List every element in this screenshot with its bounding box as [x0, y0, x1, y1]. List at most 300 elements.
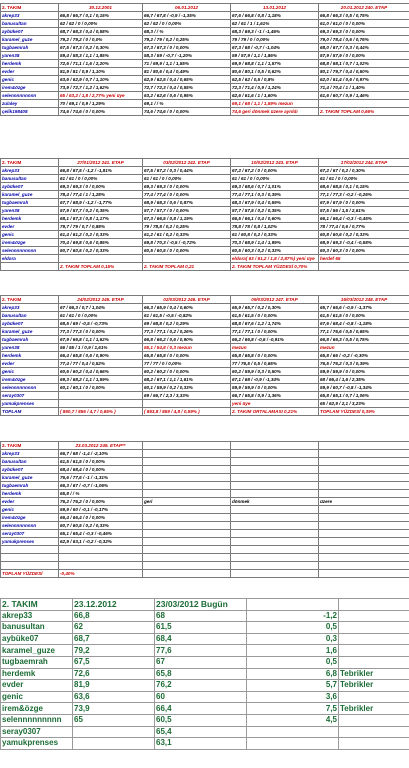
stage-value: 67,3 / 66,5 / 0,8 / 1,19%	[143, 215, 231, 223]
empty-cell	[231, 506, 319, 514]
weight-diff: 3,6	[247, 691, 339, 703]
stage-value: 77 / 76,5 / 0,5 / 0,65%	[231, 360, 319, 368]
table-row	[1, 320, 409, 328]
empty-cell	[143, 546, 231, 554]
empty-cell	[231, 570, 319, 578]
stage-value: 69,3 / 68,6 / 0,7 / 1,01%	[231, 183, 319, 191]
stage-value: 59,9 / 60,7 / -0,8 / -1,34%	[319, 384, 409, 392]
stage-value: 68,9 / 69,3 / -0,4 / -0,58%	[319, 239, 409, 247]
weight-diff: 6,8	[247, 668, 339, 680]
table-row	[1, 255, 409, 263]
empty-cell	[143, 530, 231, 538]
member-name: seray0307	[1, 392, 59, 400]
current-weight: 67	[155, 656, 247, 668]
stage-value: 67,5 / 67,2 / 0,3 / 0,44%	[143, 167, 231, 175]
empty-cell	[231, 474, 319, 482]
member-name: yamukprenses	[1, 400, 59, 408]
stage-value: 67,5 / 67,3 / 0,2 / 0,30%	[59, 44, 143, 52]
start-weight: 67,5	[73, 656, 155, 668]
header-row	[1, 599, 409, 611]
stage-value: 77,1 / 76,6 / 0,5 / 0,65%	[319, 328, 409, 336]
stage-value: 81,9 / 81 / 0,9 / 1,10%	[59, 68, 143, 76]
congrats-note	[339, 656, 409, 668]
table-row	[1, 538, 409, 546]
member-name: genic	[1, 691, 73, 703]
weight-diff: 1,6	[247, 645, 339, 657]
current-weight: 65,8	[155, 668, 247, 680]
empty-cell	[319, 482, 409, 490]
table-row	[1, 474, 409, 482]
stage-value: 63,6 / 62,9 / 0,7 / 1,10%	[59, 76, 143, 84]
header-row	[1, 4, 409, 12]
stage-value: herdef 65	[319, 255, 409, 263]
weight-diff: 7,5	[247, 703, 339, 715]
current-weight: 68,4	[155, 633, 247, 645]
member-name: akrep33	[1, 610, 73, 622]
stage-value: 61 / 61 / 0 / 0,00%	[319, 175, 409, 183]
stage-value: 66,8 / 66,7 / 0,1 / 0,15%	[59, 12, 143, 20]
empty-cell	[231, 538, 319, 546]
table-row	[1, 633, 409, 645]
member-name: evder	[1, 498, 59, 506]
congrats-note	[339, 726, 409, 738]
stage-value: 69,8 / 70,3 / -0,5 / -0,72%	[143, 239, 231, 247]
stage-value: 66,8 / 66,3 / 0,5 / 0,75%	[319, 336, 409, 344]
table-row	[1, 376, 409, 384]
total-cell: ( 863,8 / 859 / 4,8 / 0,59% )	[143, 408, 231, 416]
stage-value: 62 / 62 / 0 / 0,00%	[59, 20, 143, 28]
table-row	[1, 191, 409, 199]
header-cell: 17/02/2012 244. ETAP	[319, 159, 409, 167]
stage-value: 61,0 / 61,0 / 0 / 0,00%	[319, 20, 409, 28]
header-cell: 03/02/2012 242. ETAP	[143, 159, 231, 167]
empty-cell: dönmek	[231, 498, 319, 506]
stage-value: 66,1 / 66,4 / -0,3 / -0,45%	[319, 215, 409, 223]
table-row	[1, 328, 409, 336]
member-name: akrep33	[1, 304, 59, 312]
empty-cell	[143, 466, 231, 474]
header-row	[1, 442, 409, 450]
header-cell: 2. TAKIM	[1, 442, 59, 450]
member-name: tugbaemrah	[1, 482, 59, 490]
stage-value: 77 / 77 / 0 / 0,00%	[143, 360, 231, 368]
stage-value: 66,7 / 68 / -1,4 / -2,10%	[59, 450, 143, 458]
current-weight: 77,6	[155, 645, 247, 657]
stage-value: 66,8 / 67,5 / -1,2 / -1,81%	[59, 167, 143, 175]
empty-cell	[319, 490, 409, 498]
total-label: TOPLAM YÜZDESİ	[1, 570, 59, 578]
stage-value	[59, 392, 143, 400]
table-row	[1, 304, 409, 312]
stage-value: 65,8 / 65,8 / 0 / 0,00%	[231, 352, 319, 360]
empty-cell: geri	[143, 498, 231, 506]
header-cell: 10/02/2012 243. ETAP	[231, 159, 319, 167]
stage-value: 80,6 / 80,1 / 0,5 / 0,62%	[231, 68, 319, 76]
stage-value: 73,9 / 72,7 / 1,2 / 1,62%	[59, 84, 143, 92]
total-cell: TOPLAM YÜZDESİ 0,39%	[319, 408, 409, 416]
stage-value: 66,4 / 65,8 / 0,6 / 0,90%	[59, 352, 143, 360]
table-row	[1, 239, 409, 247]
empty-cell	[319, 514, 409, 522]
stage-value: 61,6 / 60,7 / 0,9 / 1,46%	[319, 92, 409, 100]
stage-value: 67 / 66,3 / 0,7 / 1,04%	[59, 304, 143, 312]
stage-value: 57,7 / 57,5 / 0,2 / 0,35%	[231, 207, 319, 215]
table-row	[1, 20, 409, 28]
stage-value: 69 / 66,7 / 2,3 / 3,33%	[143, 392, 231, 400]
member-name: akrep33	[1, 167, 59, 175]
member-name: irem&özge	[1, 84, 59, 92]
empty-cell	[231, 530, 319, 538]
total-cell: TOPLAM	[1, 408, 59, 416]
table-row	[1, 738, 409, 750]
stage-value: 60,5 / 60,3 / 0,2 / 0,33%	[231, 247, 319, 255]
stage-value: 66,7 / 65,8 / 0,9 / 1,36%	[231, 392, 319, 400]
congrats-note	[339, 645, 409, 657]
stage-value: 78,4 / 77,4 / 1 / 1,28%	[59, 191, 143, 199]
stage-value	[319, 100, 409, 108]
stage-value: 60,7 / 60,5 / 0,2 / 0,33%	[59, 247, 143, 255]
stage-value: 72,7 / 72,3 / 0,4 / 0,55%	[143, 84, 231, 92]
member-name: genic	[1, 506, 59, 514]
member-name: karamel_guze	[1, 36, 59, 44]
section-4	[0, 441, 409, 578]
member-name: akrep33	[1, 450, 59, 458]
table-row	[1, 84, 409, 92]
member-name: aybüke07	[1, 320, 59, 328]
stage-table-1	[0, 3, 409, 116]
stage-value: 59,9 / 60 / -0,1 / -0,17%	[59, 506, 143, 514]
start-weight: 62	[73, 622, 155, 634]
stage-value: 68,0 / 67,7 / 0,3 / 0,44%	[319, 44, 409, 52]
total-cell	[319, 263, 409, 271]
current-weight: 76,2	[155, 680, 247, 692]
empty-cell: üzere	[319, 498, 409, 506]
stage-value: 60,6 / 60,2 / 0,4 / 0,66%	[59, 368, 143, 376]
stage-value: 67,7 / 68,9 / -1,2 / -1,77%	[59, 199, 143, 207]
stage-value: 65,1 / 65,4 / -0,3 / -0,46%	[59, 530, 143, 538]
stage-value: 59,4 / 58,3 / 1,1 / 1,85%	[59, 52, 143, 60]
empty-cell	[319, 554, 409, 562]
start-weight	[73, 738, 155, 750]
stage-value: 65 / 62,9 / 2,1 / 3,23%	[319, 400, 409, 408]
stage-value: 61 / 61 / 0 / 0,00%	[231, 175, 319, 183]
stage-value: 69,3 / 68,2 / 1,1 / 1,59%	[59, 376, 143, 384]
stage-value: 71,4 / 70,4 / 1 / 1,40%	[319, 84, 409, 92]
stage-value: 63,2 / 62,6 / 0,6 / 0,95%	[143, 92, 231, 100]
stage-value: 72,6 / 71,1 / 1,6 / 2,20%	[59, 60, 143, 68]
table-row	[1, 691, 409, 703]
stage-value: 66,5 / 66,1 / 0,4 / 0,60%	[231, 215, 319, 223]
member-name: tugbaemrah	[1, 336, 59, 344]
header-cell: 13.01.2012	[231, 4, 319, 12]
stage-value: 65 / 63,2 / 1,8 / 2,77% yeni üye	[59, 92, 143, 100]
member-name: herdemk	[1, 490, 59, 498]
stage-value: 66,8 / 66,3 / 0,5 / 0,75%	[319, 12, 409, 20]
current-weight: 65,4	[155, 726, 247, 738]
table-row	[1, 167, 409, 175]
stage-value: 66,2 / 66,8 / -0,6 / -0,91%	[231, 336, 319, 344]
stage-value: 57,7 / 57,7 / 0 / 0,00%	[143, 207, 231, 215]
header-cell: 24/02/2012 245. ETAP	[59, 296, 143, 304]
stage-value: 55,1 / 54,8 / 0,3 mezun	[143, 344, 231, 352]
member-name: akrep33	[1, 12, 59, 20]
member-name: zulaley	[1, 100, 59, 108]
member-name: karamel_guze	[1, 328, 59, 336]
stage-value: 71 / 69,9 / 1,1 / 1,55%	[143, 60, 231, 68]
total-cell: 2. TAKIM TOPLAM 0,15%	[59, 263, 143, 271]
table-row	[1, 668, 409, 680]
stage-value: 67,3 / 68 / -0,7 / -1,04%	[231, 44, 319, 52]
stage-value: 65,8 / 65,8 / 0 / 0,00%	[143, 352, 231, 360]
stage-value: 67,2 / 67 / 0,2 / 0,30%	[319, 167, 409, 175]
member-name: tugbaemrah	[1, 199, 59, 207]
stage-value: 59 / 57,9 / 1,1 / 1,86%	[231, 52, 319, 60]
blank-row	[1, 554, 409, 562]
table-row	[1, 199, 409, 207]
table-row	[1, 360, 409, 368]
congrats-note: Tebrikler	[339, 703, 409, 715]
congrats-note	[339, 622, 409, 634]
member-name: herdemk	[1, 668, 73, 680]
table-row	[1, 610, 409, 622]
section-2	[0, 158, 409, 271]
stage-value: 61 / 60,8 / 0,2 / 0,33%	[231, 231, 319, 239]
blank-row	[1, 562, 409, 570]
table-row	[1, 223, 409, 231]
table-row	[1, 400, 409, 408]
empty-cell	[339, 599, 409, 611]
stage-value: 68,7 / 68,3 / 0,4 / 0,58%	[59, 28, 143, 36]
empty-cell	[231, 562, 319, 570]
stage-value: 68,6 / 68,5 / 0,1 / 0,15%	[319, 183, 409, 191]
table-row	[1, 352, 409, 360]
member-name: selennnnnnnnn	[1, 522, 59, 530]
table-row	[1, 680, 409, 692]
stage-value: 61 / 61 / 0 / 0,00%	[143, 175, 231, 183]
stage-value: 79,0 / 78,4 / 0,6 / 0,76%	[319, 36, 409, 44]
current-weight: 63,1	[155, 738, 247, 750]
weight-diff: 4,5	[247, 714, 339, 726]
table-row	[1, 28, 409, 36]
congrats-note	[339, 691, 409, 703]
header-row	[1, 296, 409, 304]
stage-value: 68,5 / 69 / -0,5 / -0,73%	[59, 320, 143, 328]
total-value: -0,40%	[59, 570, 143, 578]
stage-value	[143, 400, 231, 408]
stage-value: 61 / 61 / 0 / 0,00%	[59, 312, 143, 320]
table-row	[1, 76, 409, 84]
stage-value: 68,9 / 68,3 / 0,6 / 0,87%	[143, 199, 231, 207]
total-cell: 2. TAKIM TOPLAM 0,21	[143, 263, 231, 271]
section-summary	[0, 598, 409, 750]
stage-value: 66,4 / 66,4 / 0 / 0,00%	[59, 514, 143, 522]
empty-cell	[231, 482, 319, 490]
header-cell	[247, 599, 339, 611]
stage-value: 77,1 / 77,1 / 0 / 0,00%	[231, 328, 319, 336]
table-row	[1, 207, 409, 215]
table-row	[1, 656, 409, 668]
member-name: eldora	[1, 255, 59, 263]
header-cell: 06.01.2012	[143, 4, 231, 12]
start-weight: 68,7	[73, 633, 155, 645]
stage-value: 68,4 / 68,4 / 0 / 0,00%	[59, 466, 143, 474]
current-weight: 68	[155, 610, 247, 622]
weight-diff: 5,7	[247, 680, 339, 692]
stage-value: 61,5 / 61,5 / 0 / 0,00%	[59, 458, 143, 466]
stage-value: 70,4 / 69,8 / 0,6 / 0,85%	[59, 239, 143, 247]
member-name: yaren38	[1, 344, 59, 352]
table-row	[1, 183, 409, 191]
congrats-note	[339, 738, 409, 750]
header-cell: 2. TAKIM	[1, 4, 59, 12]
table-row	[1, 530, 409, 538]
stage-value: 67,6 / 66,8 / 0,8 / 1,18%	[231, 12, 319, 20]
stage-value: 62,5 / 62 / 0,5 / 0,8%	[231, 76, 319, 84]
member-name: karamel_guze	[1, 645, 73, 657]
table-row	[1, 36, 409, 44]
stage-value: 67,3 / 67,3 / 0 / 0,00%	[143, 44, 231, 52]
stage-value: 69,3 / 69,3 / 0 / 0,00%	[143, 183, 231, 191]
congrats-note	[339, 714, 409, 726]
member-name: yaren38	[1, 52, 59, 60]
current-weight: 61,5	[155, 622, 247, 634]
table-row	[1, 645, 409, 657]
empty-cell	[143, 482, 231, 490]
empty-cell	[143, 474, 231, 482]
table-row	[1, 92, 409, 100]
member-name: karamel_guze	[1, 191, 59, 199]
blank-row	[1, 546, 409, 554]
header-cell: 30.12.2001	[59, 4, 143, 12]
header-cell: 02/03/2012 246. ETAP	[143, 296, 231, 304]
member-name: yaren38	[1, 207, 59, 215]
stage-value: 65,8 / / %	[59, 490, 143, 498]
empty-cell	[319, 458, 409, 466]
congrats-note	[339, 633, 409, 645]
start-weight: 65	[73, 714, 155, 726]
empty-cell	[143, 514, 231, 522]
empty-cell	[143, 490, 231, 498]
empty-cell	[59, 554, 143, 562]
stage-value: 62,0 / 61,4 / 0,6 / 0,97%	[319, 76, 409, 84]
table-row	[1, 175, 409, 183]
member-name: evder	[1, 680, 73, 692]
header-cell: 2. TAKIM	[1, 599, 73, 611]
weight-diff: 0,5	[247, 656, 339, 668]
empty-cell	[143, 506, 231, 514]
stage-value: 79,7 / 79 / 0,7 / 0,88%	[59, 223, 143, 231]
congrats-note: Tebrikler	[339, 668, 409, 680]
member-name: yamukprenses	[1, 538, 59, 546]
member-name: selennnnnnnnn	[1, 384, 59, 392]
table-row	[1, 60, 409, 68]
empty-cell	[319, 466, 409, 474]
stage-value: 77,4 / 77 / 0,4 / 0,52%	[59, 360, 143, 368]
stage-value: 66,3 / 65,9 / 0,4 / 0,60%	[143, 304, 231, 312]
stage-value: 62,6 / 61,6 / 1 / 1,60%	[231, 92, 319, 100]
stage-value: 67,1 / 68 / -0,9 / -1,34%	[231, 376, 319, 384]
stage-value: 81 / 80,6 / 0,4 / 0,49%	[143, 68, 231, 76]
member-name: tugbaemrah	[1, 44, 59, 52]
stage-value: eldora( 63 / 61,2 / 1,8 / 2,87%) yeni üye	[231, 255, 319, 263]
stage-value: 77,1 / 77,3 / -0,2 / -0,26%	[319, 191, 409, 199]
stage-value: 76,5 / 76,2 / 0,3 / 0,39%	[319, 360, 409, 368]
empty-cell	[319, 570, 409, 578]
section-1	[0, 3, 409, 116]
member-name: karamel_guze	[1, 474, 59, 482]
stage-value: 66,3 / 67 / -0,7 / -1,06%	[59, 482, 143, 490]
stage-value: 68,8 / 68,1 / 0,7 / 1,02%	[319, 60, 409, 68]
empty-cell	[231, 458, 319, 466]
stage-value: 67,9 / 66,8 / 1,1 / 1,62%	[59, 336, 143, 344]
empty-cell	[143, 562, 231, 570]
stage-value: 68,3 / / %	[143, 28, 231, 36]
stage-value: 68,1 / 67,3 / 0,8 / 1,17%	[59, 215, 143, 223]
member-name: genic	[1, 368, 59, 376]
stage-value: 57,9 / 57,9 / 0 / 0,00%	[319, 52, 409, 60]
table-row	[1, 392, 409, 400]
empty-cell	[1, 263, 59, 271]
stage-value: 65,8 / 65,1 / 0,7 / 1,06%	[319, 392, 409, 400]
empty-cell	[231, 490, 319, 498]
start-weight: 81,9	[73, 680, 155, 692]
empty-cell	[1, 554, 59, 562]
empty-cell	[143, 450, 231, 458]
stage-value: 60,1 / 59,9 / 0,2 / 0,33%	[143, 384, 231, 392]
table-row	[1, 482, 409, 490]
member-name: tugbaemrah	[1, 656, 73, 668]
member-name: herdemk	[1, 352, 59, 360]
stage-value: 65,9 / 65,7 / 0,2 / 0,30%	[231, 304, 319, 312]
stage-value: 65,7 / 66,6 / -0,9 / -1,37%	[319, 304, 409, 312]
member-name: seray0307	[1, 726, 73, 738]
weight-diff: 0,3	[247, 633, 339, 645]
stage-value: 61,5 / 61,5 / 0 / 0,00%	[231, 312, 319, 320]
empty-cell	[231, 522, 319, 530]
stage-value: 69,3 / 69,3 / 0 / 0,00%	[319, 28, 409, 36]
empty-cell	[1, 562, 59, 570]
header-row	[1, 159, 409, 167]
table-row	[1, 44, 409, 52]
stage-value: 78 / 77,4 / 0,6 / 0,77%	[319, 223, 409, 231]
stage-value: 69,3 / 69,3 / 0 / 0,00%	[59, 183, 143, 191]
stage-value: 67,6 / 68,4 / -0,8 / -1,18%	[319, 320, 409, 328]
member-name: selennnnnnnnn	[1, 247, 59, 255]
stage-value: 2. TAKIM TOPLAM 0,66%	[319, 108, 409, 116]
member-name: irem&özge	[1, 239, 59, 247]
member-name: banusultan	[1, 622, 73, 634]
weight-diff	[247, 738, 339, 750]
stage-value: 76,2 / 76,2 / 0 / 0,00%	[59, 498, 143, 506]
table-row	[1, 100, 409, 108]
member-name: herdemk	[1, 60, 59, 68]
stage-value: 60,2 / 60,2 / 0 / 0,00%	[143, 368, 231, 376]
table-row	[1, 726, 409, 738]
stage-value: 67,9 / 67,9 / 0 / 0,00%	[319, 199, 409, 207]
empty-cell	[319, 562, 409, 570]
member-name: seray0307	[1, 530, 59, 538]
table-row	[1, 312, 409, 320]
member-name: irem&özge	[1, 514, 59, 522]
empty-cell	[231, 546, 319, 554]
stage-value: 68,3 / 67,9 / 0,4 / 0,59%	[231, 199, 319, 207]
stage-value: 69,1 / / %	[143, 100, 231, 108]
congrats-note	[339, 610, 409, 622]
member-name: aybüke07	[1, 28, 59, 36]
empty-cell	[143, 570, 231, 578]
stage-value: 77,3 / 77,1 / 0,2 / 0,26%	[143, 328, 231, 336]
member-name: evder	[1, 223, 59, 231]
